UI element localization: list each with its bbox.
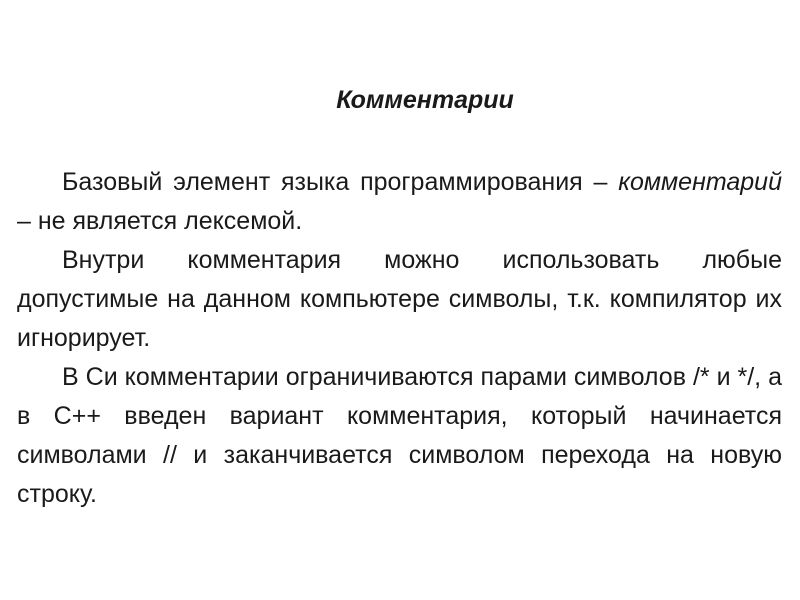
paragraph-definition — [17, 163, 782, 241]
paragraph-contents: Внутри комментария можно использовать любые допустимые на данном компьютере символы, т.к. компилятор их игнорирует. — [17, 246, 782, 352]
paragraph-definition-end: – не является лексемой. — [17, 207, 303, 235]
slide-title: Комментарии — [336, 86, 514, 114]
paragraph-syntax: В Си комментарии ограничиваются парами символов /* и */, а в С++ введен вариант комментария, который начинается символами // и заканчивается символом перехода на новую строку. — [17, 363, 782, 508]
term-comment: комментарий — [618, 168, 782, 196]
slide-body — [17, 163, 782, 514]
paragraph-definition-start: Базовый элемент языка программирования – — [62, 168, 619, 196]
